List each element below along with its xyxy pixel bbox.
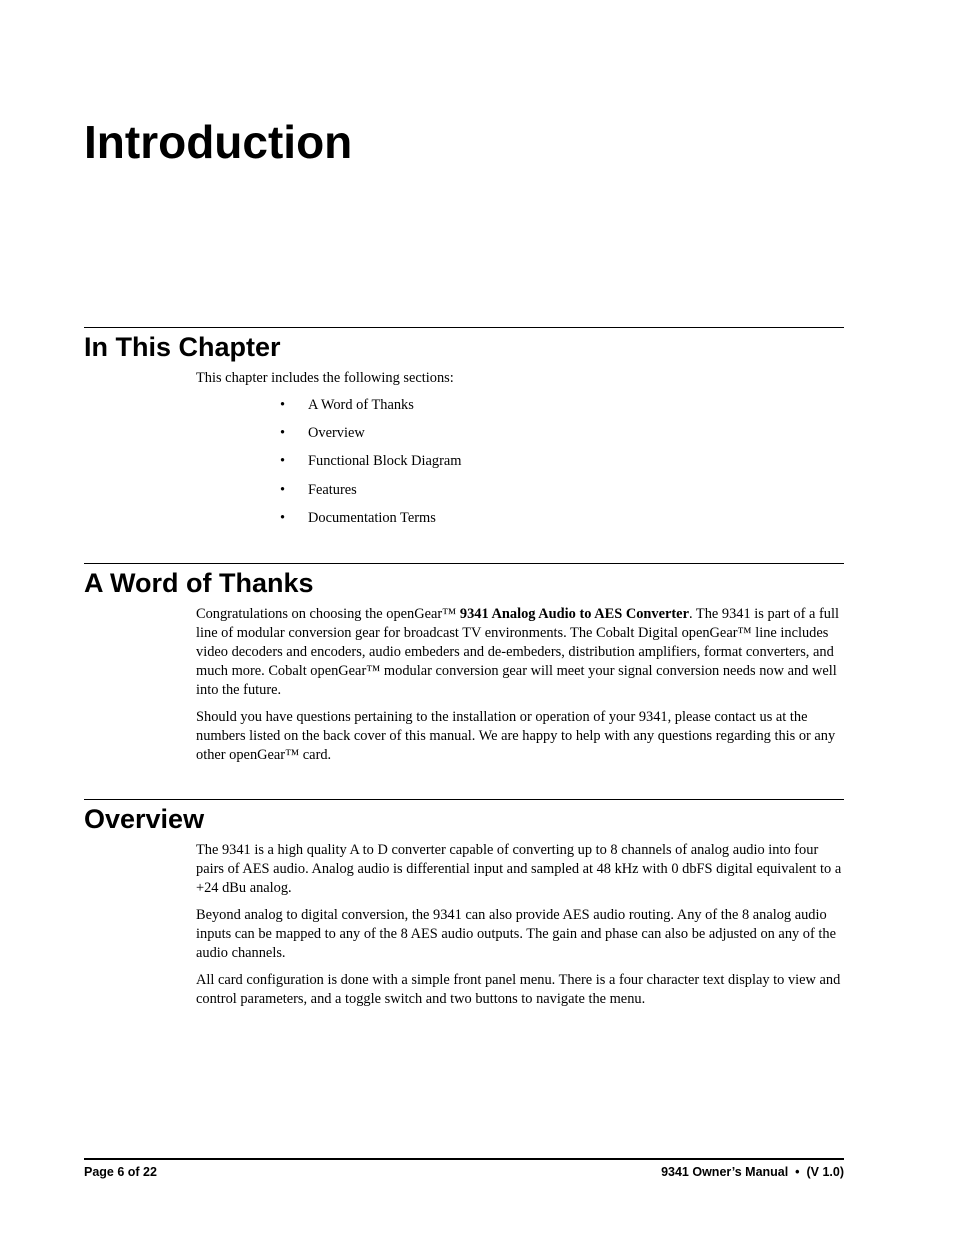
list-item: • Functional Block Diagram	[280, 452, 844, 471]
product-name: 9341 Analog Audio to AES Converter	[459, 606, 689, 622]
section-overview	[84, 799, 844, 1017]
section-heading: Overview	[84, 804, 205, 834]
text-run: Congratulations on choosing the openGear™	[196, 606, 460, 622]
page-footer	[84, 1158, 844, 1180]
section-in-this-chapter	[84, 327, 844, 537]
paragraph: Beyond analog to digital conversion, the 9341 can also provide AES audio routing. Any of the 8 analog audio inputs can be mapped to any of the 8 AES audio outputs. The gain and phase can also be adjusted on any of the audio channels.	[196, 907, 836, 961]
footer-manual-title-text: 9341 Owner’s Manual • (V 1.0)	[661, 1165, 844, 1179]
list-item: • Documentation Terms	[280, 509, 844, 528]
chapter-sections-list	[196, 396, 844, 528]
section-body	[196, 605, 844, 765]
chapter-intro-text: This chapter includes the following sections:	[196, 370, 454, 386]
section-body	[196, 369, 844, 528]
paragraph: The 9341 is a high quality A to D converter capable of converting up to 8 channels of analog audio into four pairs of AES audio. Analog audio is differential input and sampled at 48 kHz with 0 dbFS digital equivalent to a +24 dBu analog.	[196, 842, 842, 896]
text-run: . The 9341 is part of a full line of modular conversion gear for broadcast TV environments. The Cobalt Digital openGear™ line includes video decoders and encoders, audio embeders and de-embeders, distribution amplifiers, format converters, and much more. Cobalt openGear™ modular conversion gear will meet your signal conversion needs now and well into the future.	[196, 606, 839, 698]
section-body	[196, 841, 844, 1009]
footer-page-number: Page 6 of 22	[84, 1165, 157, 1179]
paragraph: All card configuration is done with a simple front panel menu. There is a four character text display to view and control parameters, and a toggle switch and two buttons to navigate the menu.	[196, 972, 841, 1007]
list-item: • Overview	[280, 424, 844, 443]
list-item: • Features	[280, 481, 844, 500]
section-heading: A Word of Thanks	[84, 568, 314, 598]
footer-manual-title	[661, 1164, 844, 1180]
section-word-of-thanks	[84, 563, 844, 773]
paragraph: Should you have questions pertaining to the installation or operation of your 9341, please contact us at the numbers listed on the back cover of this manual. We are happy to help with any questions regarding this or any other openGear™ card.	[196, 709, 836, 763]
list-item: • A Word of Thanks	[280, 396, 844, 415]
paragraph	[196, 605, 844, 700]
page-title: Introduction	[84, 116, 353, 168]
section-heading: In This Chapter	[84, 332, 281, 362]
